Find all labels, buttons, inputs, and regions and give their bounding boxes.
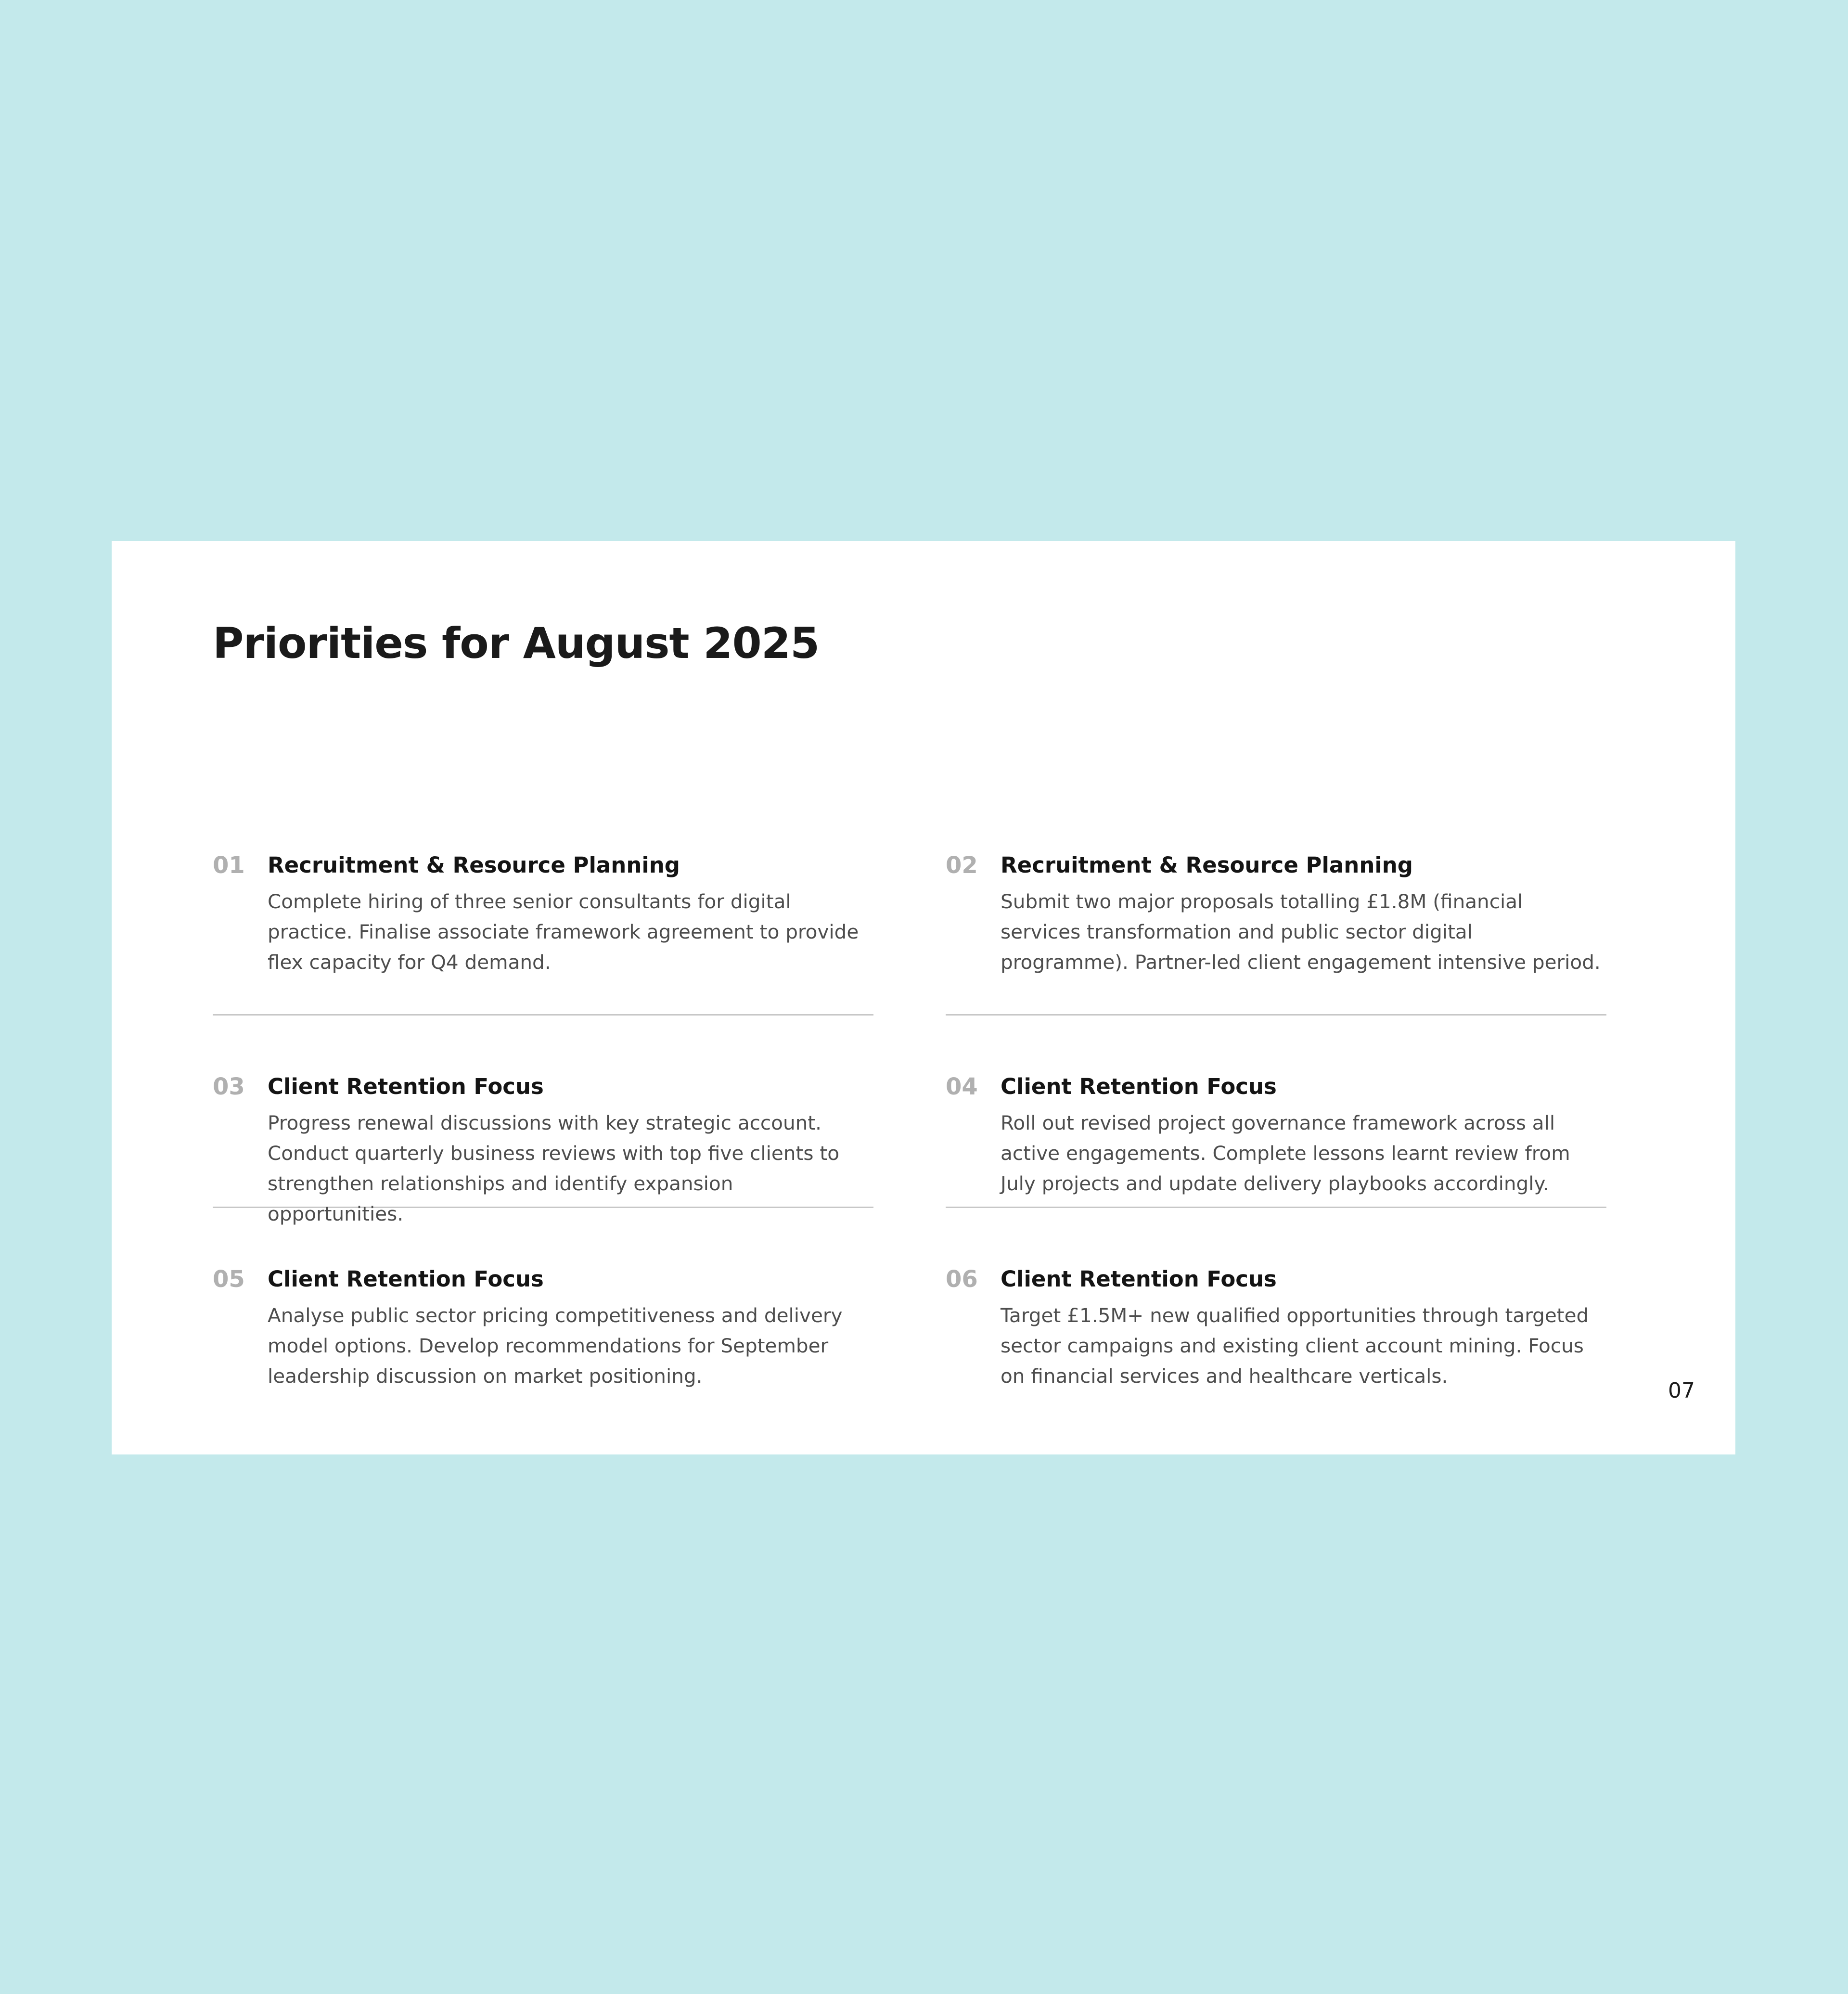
- priority-item: [213, 1016, 873, 1225]
- priority-description: Submit two major proposals totalling £1.8M (financial services transformation and public sector digital programme). Partner-led client engagement intensive period.: [1001, 890, 1601, 974]
- priority-description: Analyse public sector pricing competitiveness and delivery model options. Develop recommendations for September leadership discussion on market positioning.: [268, 1304, 843, 1388]
- priority-title: Client Retention Focus: [268, 1074, 544, 1099]
- slide-card: [112, 541, 1735, 1454]
- priority-number: 01: [213, 852, 245, 879]
- priority-item: [946, 791, 1606, 1016]
- priority-title: Client Retention Focus: [268, 1266, 544, 1292]
- priority-item: [946, 1208, 1606, 1401]
- priority-title: Client Retention Focus: [1001, 1074, 1277, 1099]
- priority-description: Target £1.5M+ new qualified opportunities through targeted sector campaigns and existing client account mining. Focus on financial services and healthcare verticals.: [1001, 1304, 1589, 1388]
- priority-number: 04: [946, 1073, 978, 1100]
- priority-body: [1001, 1265, 1606, 1401]
- priority-description: Roll out revised project governance framework across all active engagements. Complete lessons learnt review from July projects and update delivery playbooks accordingly.: [1001, 1111, 1570, 1195]
- priority-title: Recruitment & Resource Planning: [268, 852, 680, 878]
- priority-number: 06: [946, 1266, 978, 1293]
- priority-body: [1001, 851, 1606, 1014]
- priorities-grid: [213, 791, 1606, 1401]
- priority-item: [946, 1016, 1606, 1208]
- priority-description: Progress renewal discussions with key strategic account. Conduct quarterly business reviews with top five clients to strengthen relationships and identify expansion opportunities.: [268, 1111, 839, 1225]
- priority-title: Recruitment & Resource Planning: [1001, 852, 1413, 878]
- page-number: 07: [1668, 1378, 1695, 1403]
- priority-number: 05: [213, 1266, 245, 1293]
- priority-body: [268, 1265, 873, 1401]
- priority-description: Complete hiring of three senior consultants for digital practice. Finalise associate framework agreement to provide flex capacity for Q4 demand.: [268, 890, 859, 974]
- priority-body: [268, 851, 873, 1014]
- priority-body: [268, 1072, 873, 1225]
- priority-number: 02: [946, 852, 978, 879]
- priority-title: Client Retention Focus: [1001, 1266, 1277, 1292]
- priority-item: [213, 791, 873, 1016]
- page-title: Priorities for August 2025: [213, 618, 820, 668]
- priority-item: [213, 1208, 873, 1401]
- priority-number: 03: [213, 1073, 245, 1100]
- priority-body: [1001, 1072, 1606, 1207]
